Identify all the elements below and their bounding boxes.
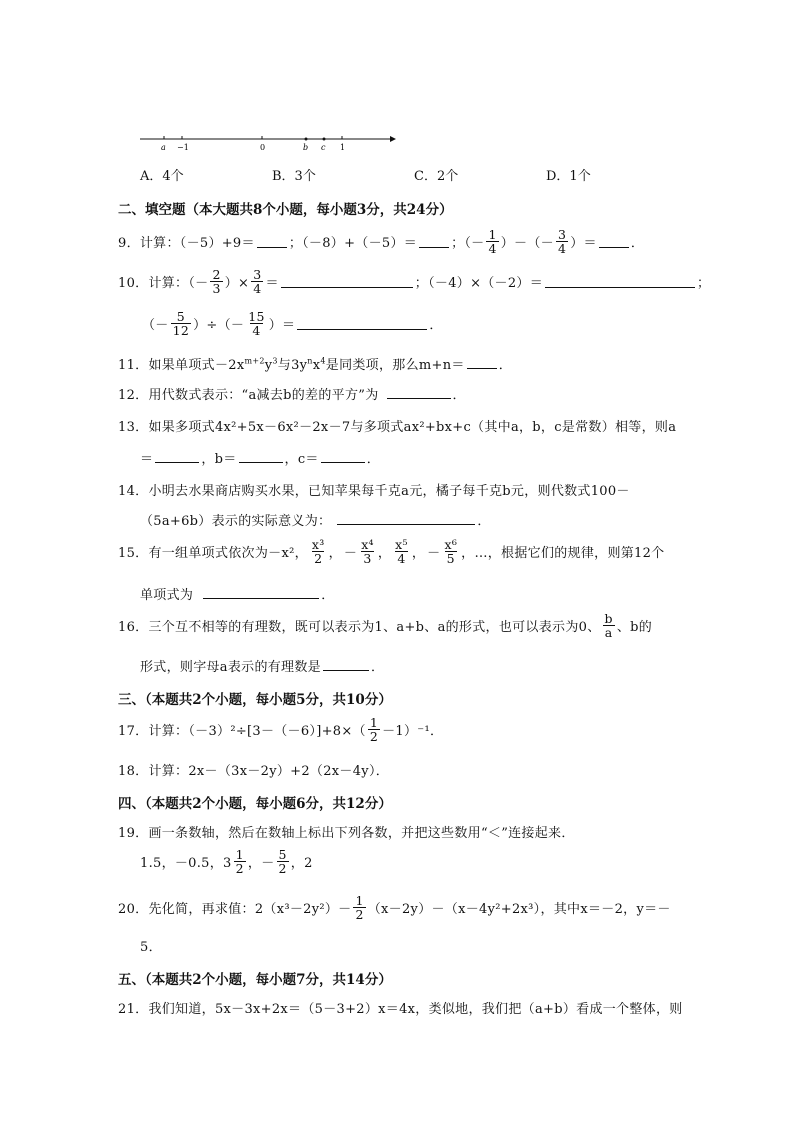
question-11 bbox=[118, 354, 512, 373]
question-20-line-1 bbox=[118, 894, 671, 921]
q11-text-e: 是同类项，那么m+n＝ bbox=[325, 358, 465, 373]
q13-blank-b bbox=[239, 450, 283, 463]
q13-end: ． bbox=[366, 452, 381, 467]
q10-blank-3 bbox=[297, 317, 427, 330]
nl-label-0: 0 bbox=[260, 143, 266, 152]
question-21: 21．我们知道，5x－3x+2x＝（5－3+2）x＝4x，类似地，我们把（a+b）看成一个整体，则 bbox=[118, 1002, 683, 1017]
q19-text-c: ，－ bbox=[247, 856, 275, 872]
q16-text-c: 形式，则字母a表示的有理数是 bbox=[140, 660, 321, 675]
q20-text-a: 20．先化简，再求值：2（x³－2y²）－ bbox=[118, 902, 352, 918]
q14-blank bbox=[337, 512, 475, 525]
nl-label-c: c bbox=[321, 143, 326, 152]
q10-fraction-1: $\frac{2}{3}$ bbox=[212, 267, 221, 297]
q10-blank-1 bbox=[281, 275, 413, 288]
q9-text-b: ；（－8）+（－5）＝ bbox=[288, 236, 418, 252]
q13-blank-c bbox=[321, 450, 365, 463]
q10-text-b: ）× bbox=[224, 276, 250, 292]
q10-text-h: ）÷（－ bbox=[193, 318, 245, 334]
q17-text-a: 17．计算：（－3）²÷[3－（－6）]+8×（ bbox=[118, 724, 366, 740]
q9-fraction-2: $\frac{3}{4}$ bbox=[557, 227, 567, 257]
q15-text-c: 单项式为 bbox=[140, 588, 194, 603]
q10-blank-2 bbox=[545, 275, 695, 288]
q12-text: 12．用代数式表示：“a减去b的差的平方”为 bbox=[118, 388, 379, 403]
q10-text-e: ； bbox=[697, 276, 711, 292]
q9-text-d: ）－（－ bbox=[500, 236, 554, 252]
q20-text-b: （x－2y）－（x－4y²+2x³），其中x＝－2，y＝－ bbox=[367, 902, 671, 918]
q15-fraction-2: $\frac{\text{x⁴}}{3}$ bbox=[361, 537, 374, 567]
question-10-line-1 bbox=[118, 268, 710, 295]
q12-end: ． bbox=[452, 388, 466, 403]
q17-text-b: －1）⁻¹． bbox=[382, 724, 444, 740]
q10-text-d: ；（－4）×（－2）＝ bbox=[414, 276, 544, 292]
q11-sup-3: n bbox=[307, 356, 313, 366]
question-14-line-1: 14．小明去水果商店购买水果，已知苹果每千克a元，橘子每千克b元，则代数式100－ bbox=[118, 484, 630, 499]
nl-label-1: 1 bbox=[340, 143, 346, 152]
q10-text-a: 10．计算：（－ bbox=[118, 276, 209, 292]
q14-text-b: （5a+6b）表示的实际意义为： bbox=[140, 514, 332, 529]
q9-fraction-1: $\frac{1}{4}$ bbox=[488, 227, 497, 257]
q13-text-d: ，c＝ bbox=[284, 452, 319, 467]
q19-text-d: ，2 bbox=[290, 856, 313, 872]
section-5-heading: 五、（本题共2个小题，每小题7分，共14分） bbox=[118, 972, 392, 988]
q16-fraction: $\frac{b}{a}$ bbox=[604, 611, 613, 641]
q19-text-b: 1.5，－0.5，3 bbox=[140, 856, 232, 872]
q9-end: ． bbox=[630, 236, 645, 252]
q10-end: ． bbox=[429, 318, 443, 334]
q10-text-c: ＝ bbox=[265, 276, 279, 292]
q19-fraction-1: $\frac{1}{2}$ bbox=[235, 847, 244, 877]
q11-text-c: 与3y bbox=[277, 358, 308, 373]
nl-label-neg1: −1 bbox=[177, 143, 189, 152]
option-b: B．3个 bbox=[272, 169, 316, 184]
q15-text-a: 15．有一组单项式依次为－x²， bbox=[118, 546, 308, 562]
question-16-line-1 bbox=[118, 612, 652, 639]
question-19-line-1: 19．画一条数轴，然后在数轴上标出下列各数，并把这些数用“＜”连接起来． bbox=[118, 826, 575, 841]
section-3-heading: 三、（本题共2个小题，每小题5分，共10分） bbox=[118, 692, 392, 708]
question-18: 18．计算：2x－（3x－2y）+2（2x－4y）． bbox=[118, 764, 390, 779]
q15-fraction-4: $\frac{\text{x⁶}}{5}$ bbox=[444, 537, 458, 567]
question-19-line-2 bbox=[140, 848, 313, 875]
q9-blank-1 bbox=[257, 235, 287, 248]
q10-fraction-2: $\frac{3}{4}$ bbox=[253, 267, 262, 297]
q11-sup-1: m+2 bbox=[244, 356, 265, 366]
q16-text-b: 、b的 bbox=[616, 620, 653, 636]
q15-blank bbox=[203, 586, 319, 599]
q11-sup-4: 4 bbox=[320, 356, 326, 366]
q10-text-i: ）＝ bbox=[268, 318, 296, 334]
q16-text-a: 16．三个互不相等的有理数，既可以表示为1、a+b、a的形式，也可以表示为0、 bbox=[118, 620, 601, 636]
q9-blank-3 bbox=[599, 235, 629, 248]
q10-fraction-4: $\frac{15}{4}$ bbox=[248, 309, 265, 339]
question-13-line-2 bbox=[140, 448, 380, 467]
nl-label-a: a bbox=[161, 143, 166, 152]
question-13-line-1: 13．如果多项式4x²+5x－6x²－2x－7与多项式ax²+bx+c（其中a，b，c是常数）相等，则a bbox=[118, 420, 677, 435]
number-line bbox=[138, 130, 400, 152]
q13-text-c: ，b＝ bbox=[201, 452, 237, 467]
q15-text-b: ，…，根据它们的规律，则第12个 bbox=[461, 546, 665, 562]
question-14-line-2 bbox=[140, 510, 491, 529]
option-c: C．2个 bbox=[414, 169, 459, 184]
q9-text-c: ；（－ bbox=[451, 236, 485, 252]
question-15-line-2 bbox=[140, 584, 335, 603]
question-9 bbox=[118, 228, 644, 255]
q15-fraction-3: $\frac{\text{x⁵}}{4}$ bbox=[395, 537, 408, 567]
q11-text-a: 11．如果单项式－2x bbox=[118, 358, 245, 373]
q13-blank-a bbox=[155, 450, 199, 463]
question-10-line-2 bbox=[142, 310, 443, 337]
q16-blank bbox=[323, 658, 369, 671]
q9-blank-2 bbox=[419, 235, 449, 248]
q15-fraction-1: $\frac{\text{x³}}{2}$ bbox=[311, 537, 325, 567]
q15-end: ． bbox=[321, 588, 335, 603]
q20-fraction: $\frac{1}{2}$ bbox=[355, 893, 364, 923]
q17-fraction: $\frac{1}{2}$ bbox=[369, 715, 379, 745]
q19-fraction-2: $\frac{5}{2}$ bbox=[278, 847, 287, 877]
section-4-heading: 四、（本题共2个小题，每小题6分，共12分） bbox=[118, 796, 392, 812]
q10-text-g: （－ bbox=[142, 318, 169, 334]
q11-text-d: x bbox=[312, 358, 321, 373]
question-17 bbox=[118, 716, 443, 743]
q11-end: ． bbox=[498, 358, 512, 373]
q12-blank bbox=[387, 386, 451, 399]
option-d: D．1个 bbox=[546, 169, 591, 184]
question-20-line-2: 5． bbox=[140, 940, 162, 955]
q10-fraction-3: $\frac{5}{12}$ bbox=[172, 309, 190, 339]
q11-sup-2: 3 bbox=[272, 356, 278, 366]
q11-text-b: y bbox=[264, 358, 273, 373]
q11-blank bbox=[467, 356, 497, 369]
q9-text-a: 9．计算：（－5）+9＝ bbox=[118, 236, 255, 252]
q14-end: ． bbox=[477, 514, 491, 529]
q16-end: ． bbox=[370, 660, 385, 675]
option-a: A．4个 bbox=[140, 169, 184, 184]
question-12 bbox=[118, 384, 466, 403]
question-16-line-2 bbox=[140, 656, 384, 675]
nl-label-b: b bbox=[303, 143, 309, 152]
section-2-heading: 二、填空题（本大题共8个小题，每小题3分，共24分） bbox=[118, 202, 453, 218]
q13-text-b: ＝ bbox=[140, 452, 154, 467]
question-15-line-1: 15．有一组单项式依次为－x²， $\frac{\text{x³}}{2}$ ， － $\frac{\text{x⁴}}{3}$ ， $\frac{\text{x⁵}}{4}$ ， － $\frac{\text{x⁶}}{5}$ ，…，根据它们的规律，则第12个 bbox=[118, 537, 665, 567]
q9-text-e: ）＝ bbox=[570, 236, 597, 252]
